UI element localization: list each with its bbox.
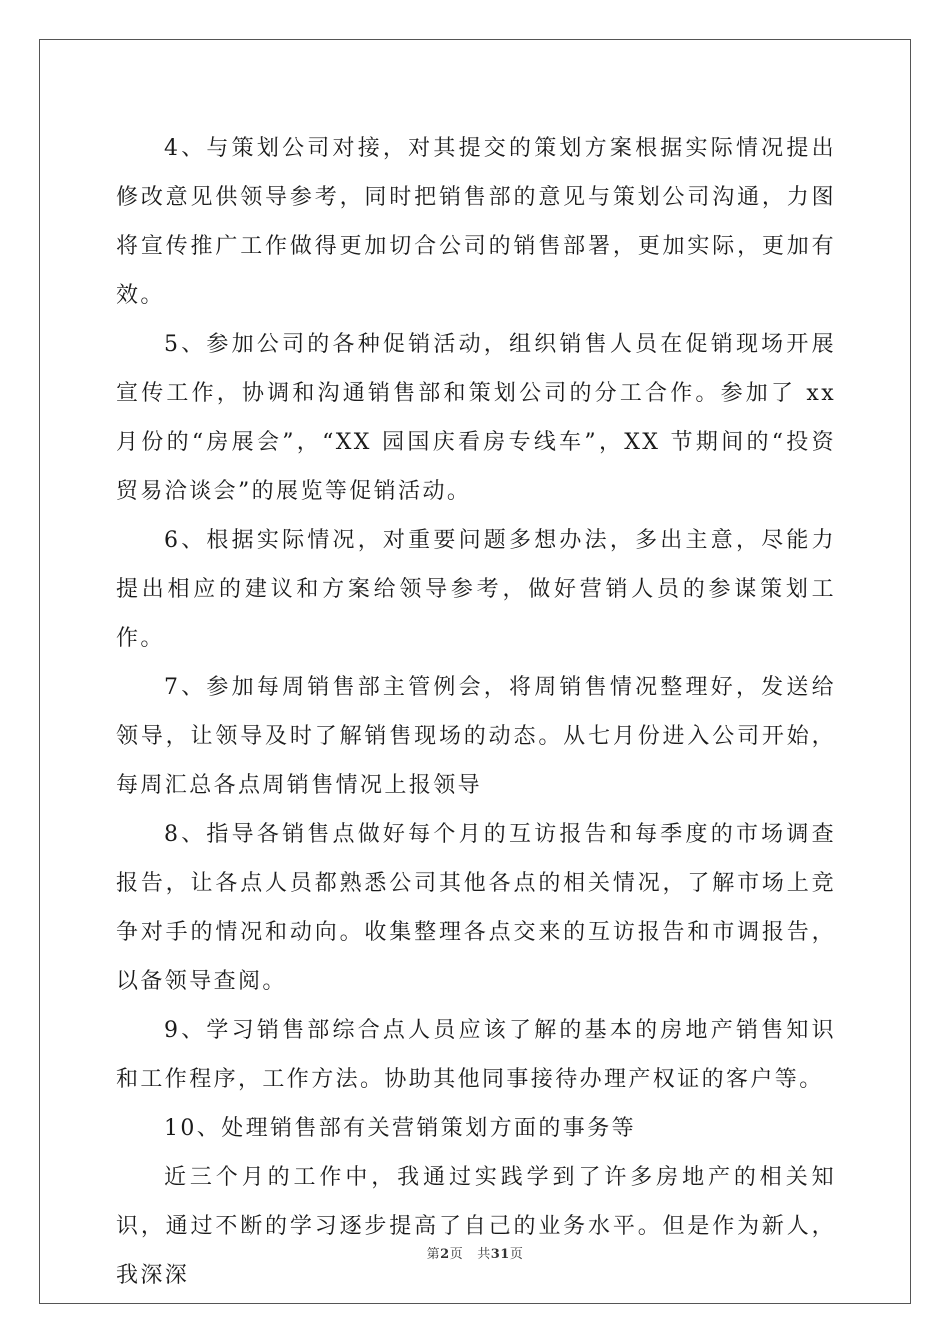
page-footer — [0, 1243, 950, 1262]
page-total: 31 — [490, 1247, 510, 1262]
paragraph-item-9: 9、学习销售部综合点人员应该了解的基本的房地产销售知识和工作程序，工作方法。协助其他同事接待办理产权证的客户等。 — [116, 1018, 836, 1092]
paragraph-item-10: 10、处理销售部有关营销策划方面的事务等 — [164, 1116, 636, 1141]
paragraph-item-8: 8、指导各销售点做好每个月的互访报告和每季度的市场调查报告，让各点人员都熟悉公司其他各点的相关情况，了解市场上竞争对手的情况和动向。收集整理各点交来的互访报告和市调报告，以备领导查阅。 — [116, 822, 836, 994]
document-body — [116, 124, 836, 1300]
paragraph-item-7: 7、参加每周销售部主管例会，将周销售情况整理好，发送给领导，让领导及时了解销售现场的动态。从七月份进入公司开始，每周汇总各点周销售情况上报领导 — [116, 675, 836, 798]
page-prefix: 第 — [426, 1247, 441, 1262]
page-unit: 页 — [449, 1247, 464, 1262]
total-prefix: 共 — [477, 1247, 491, 1262]
paragraph-item-5: 5、参加公司的各种促销活动，组织销售人员在促销现场开展宣传工作，协调和沟通销售部和策划公司的分工合作。参加了 xx 月份的“房展会”，“XX 园国庆看房专线车”，XX 节期间的“投资贸易洽谈会”的展览等促销活动。 — [116, 332, 836, 504]
page-current: 2 — [440, 1247, 450, 1262]
paragraph-summary: 近三个月的工作中，我通过实践学到了许多房地产的相关知识，通过不断的学习逐步提高了自己的业务水平。但是作为新人，我深深 — [116, 1165, 836, 1288]
paragraph-item-6: 6、根据实际情况，对重要问题多想办法，多出主意，尽能力提出相应的建议和方案给领导参考，做好营销人员的参谋策划工作。 — [116, 528, 836, 651]
total-unit: 页 — [509, 1247, 524, 1262]
paragraph-item-4: 4、与策划公司对接，对其提交的策划方案根据实际情况提出修改意见供领导参考，同时把销售部的意见与策划公司沟通，力图将宣传推广工作做得更加切合公司的销售部署，更加实际，更加有效。 — [116, 136, 836, 308]
